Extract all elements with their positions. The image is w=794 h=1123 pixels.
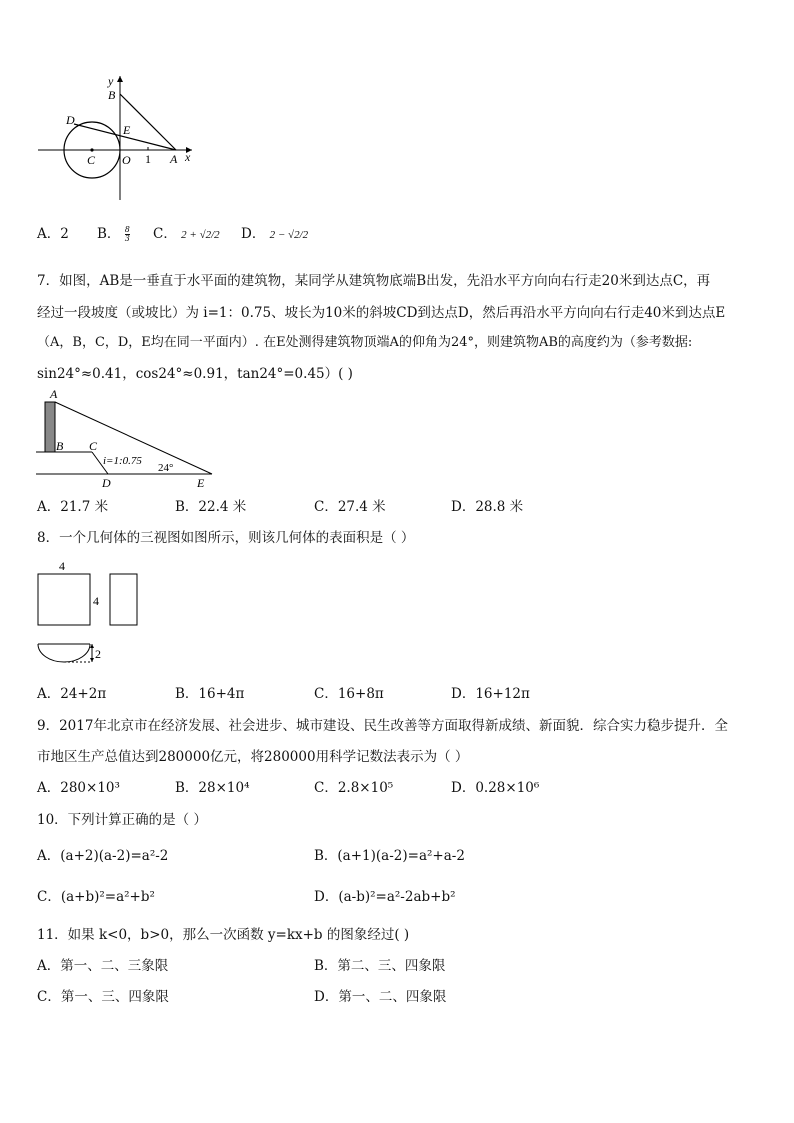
label-b: B <box>108 88 116 102</box>
q10-option-d[interactable]: D．(a-b)²=a²-2ab+b² <box>314 889 456 905</box>
circle-axes-figure <box>34 72 194 202</box>
q6-option-d-letter: D． <box>241 226 266 242</box>
q6-option-c-letter: C． <box>153 226 177 242</box>
label-d: D <box>66 113 75 127</box>
q6-option-b-letter: B． <box>97 226 121 242</box>
q10-option-c[interactable]: C．(a+b)²=a²+b² <box>37 889 155 905</box>
q9-option-d[interactable]: D．0.28×10⁶ <box>451 780 540 796</box>
q7-stem-line2: 经过一段坡度（或坡比）为 i=1：0.75、坡长为10米的斜坡CD到达点D，然后再沿水平方向向右行走40米到达点E <box>37 305 726 321</box>
label-a: A <box>170 152 178 166</box>
label-x: x <box>185 150 191 164</box>
label-e: E <box>197 476 205 488</box>
q8-option-d[interactable]: D．16+12π <box>451 686 530 702</box>
q6-option-a[interactable]: A．2 <box>37 226 69 242</box>
label-top-4: 4 <box>59 559 65 573</box>
q6-option-b-numerator: 8 <box>124 225 130 234</box>
q8-option-a[interactable]: A．24+2π <box>37 686 107 702</box>
q6-option-b-denominator: 3 <box>124 234 130 243</box>
q6-option-d[interactable] <box>241 226 308 243</box>
label-height-2: 2 <box>95 647 101 661</box>
q9-stem-line1: 9．2017年北京市在经济发展、社会进步、城市建设、民生改善等方面取得新成绩、新面貌．综合实力稳步提升．全 <box>37 718 728 734</box>
q8-option-c[interactable]: C．16+8π <box>314 686 384 702</box>
q10-option-b[interactable]: B．(a+1)(a-2)=a²+a-2 <box>314 848 465 864</box>
label-one: 1 <box>145 152 151 166</box>
label-d: D <box>102 476 111 488</box>
q9-stem-line2: 市地区生产总值达到280000亿元，将280000用科学记数法表示为（ ） <box>37 749 469 765</box>
q11-option-a[interactable]: A．第一、二、三象限 <box>37 958 169 974</box>
q7-stem-line4: sin24°≈0.41，cos24°≈0.91，tan24°=0.45）( ) <box>37 366 353 382</box>
q9-option-a[interactable]: A．280×10³ <box>37 780 120 796</box>
q9-option-c[interactable]: C．2.8×10⁵ <box>314 780 394 796</box>
three-view-figure <box>34 558 144 670</box>
q10-stem: 10．下列计算正确的是（ ） <box>37 812 207 828</box>
q6-option-b[interactable] <box>97 226 130 243</box>
q7-option-c[interactable]: C．27.4 米 <box>314 499 386 515</box>
q6-option-c[interactable] <box>153 226 220 243</box>
q8-option-b[interactable]: B．16+4π <box>175 686 245 702</box>
q7-option-d[interactable]: D．28.8 米 <box>451 499 524 515</box>
building-slope-figure <box>36 386 222 488</box>
q7-stem-line3: （A，B，C，D，E均在同一平面内）. 在E处测得建筑物顶端A的仰角为24°，则建筑物AB的高度约为（参考数据: <box>37 335 693 350</box>
q8-stem: 8．一个几何体的三视图如图所示，则该几何体的表面积是（ ） <box>37 530 415 546</box>
q7-option-a[interactable]: A．21.7 米 <box>37 499 109 515</box>
q11-option-d[interactable]: D．第一、二、四象限 <box>314 989 447 1005</box>
q11-option-c[interactable]: C．第一、三、四象限 <box>37 989 169 1005</box>
q7-stem-line1: 7．如图，AB是一垂直于水平面的建筑物，某同学从建筑物底端B出发，先沿水平方向向右行走20米到达点C，再 <box>37 273 711 289</box>
q6-option-d-expr: 2 − √2/2 <box>269 229 309 241</box>
label-b: B <box>56 439 64 453</box>
q9-option-b[interactable]: B．28×10⁴ <box>175 780 250 796</box>
q7-option-b[interactable]: B．22.4 米 <box>175 499 247 515</box>
label-y: y <box>108 74 114 88</box>
q11-stem: 11．如果 k<0，b>0，那么一次函数 y=kx+b 的图象经过( ) <box>37 927 410 943</box>
label-c: C <box>89 439 98 453</box>
label-e: E <box>123 123 131 137</box>
label-o: O <box>122 153 131 167</box>
label-slope: i=1:0.75 <box>103 455 142 467</box>
label-c: C <box>87 153 96 167</box>
label-side-4: 4 <box>93 594 99 608</box>
q11-option-b[interactable]: B．第二、三、四象限 <box>314 958 446 974</box>
q6-option-c-expr: 2 + √2/2 <box>181 229 220 241</box>
q10-option-a[interactable]: A．(a+2)(a-2)=a²-2 <box>37 848 169 864</box>
label-angle: 24° <box>158 462 174 474</box>
label-a: A <box>50 387 58 401</box>
